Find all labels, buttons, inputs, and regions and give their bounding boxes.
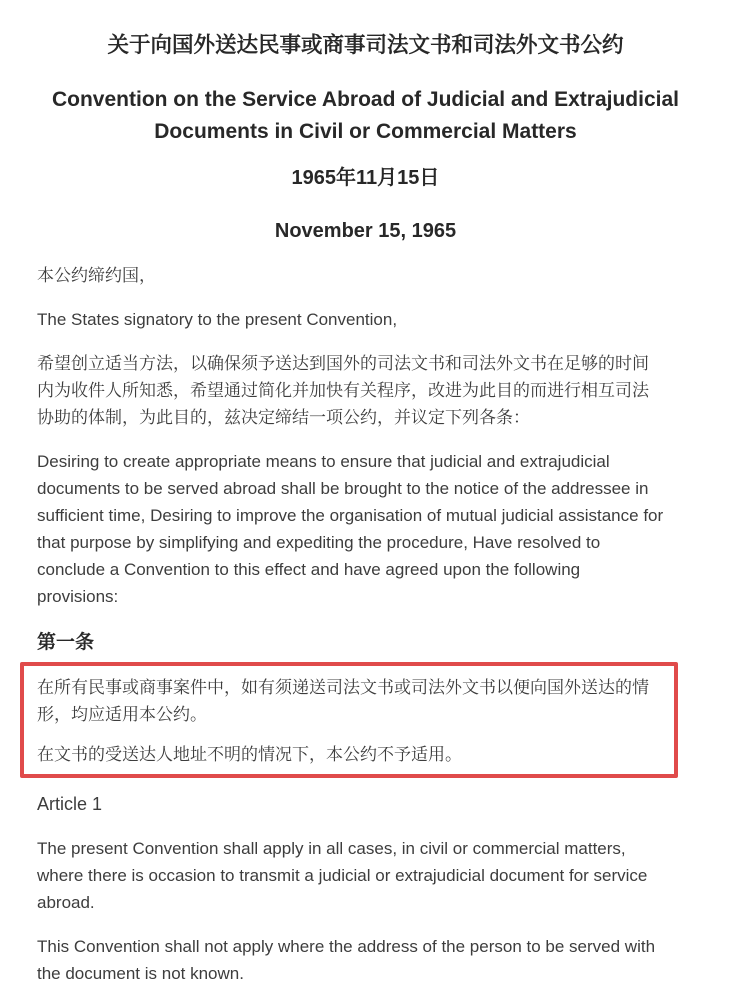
document-date-zh: 1965年11月15日 (291, 167, 440, 189)
desiring-clause-zh: 希望创立适当方法，以确保须予送达到国外的司法文书和司法外文书在足够的时间内为收件人所知悉，希望通过简化并加快有关程序，改进为此目的而进行相互司法协助的体制，为此目的，兹决定缔结一项公约，并议定下列各条： (37, 354, 649, 427)
desiring-clause-en: Desiring to create appropriate means to ensure that judicial and extrajudicial documents to be served abroad shall be brought to the notice of the addressee in sufficient time, Desiring to improve the organisation of mutual judicial assistance for that purpose by simplifying and expediting the procedure, Have resolved to conclude a Convention to this effect and have agreed upon the following provisions: (37, 452, 664, 606)
document-title-en (10, 84, 721, 148)
document-title-en-line1: Convention on the Service Abroad of Judicial and Extrajudicial (51, 88, 679, 111)
article-1-heading-zh: 第一条 (37, 632, 95, 653)
article-1-text-en-p1: The present Convention shall apply in all cases, in civil or commercial matters, where there is occasion to transmit a judicial or extrajudicial document for service abroad. (37, 839, 648, 912)
article-1-text-en-p2: This Convention shall not apply where the address of the person to be served with the document is not known. (37, 937, 656, 983)
preamble-en: The States signatory to the present Convention, (37, 310, 398, 329)
article-1-text-zh-p1: 在所有民事或商事案件中，如有须递送司法文书或司法外文书以便向国外送达的情形，均应适用本公约。 (37, 678, 649, 724)
document-date-en: November 15, 1965 (274, 220, 457, 242)
document-title-zh: 关于向国外送达民事或商事司法文书和司法外文书公约 (107, 33, 624, 57)
red-highlight-annotation-box (20, 662, 678, 778)
document-title-en-line2: Documents in Civil or Commercial Matters (154, 120, 577, 143)
article-1-text-zh-p2: 在文书的受送达人地址不明的情况下，本公约不予适用。 (37, 745, 462, 764)
article-1-heading-en: Article 1 (37, 794, 103, 814)
preamble-zh: 本公约缔约国， (37, 266, 156, 285)
